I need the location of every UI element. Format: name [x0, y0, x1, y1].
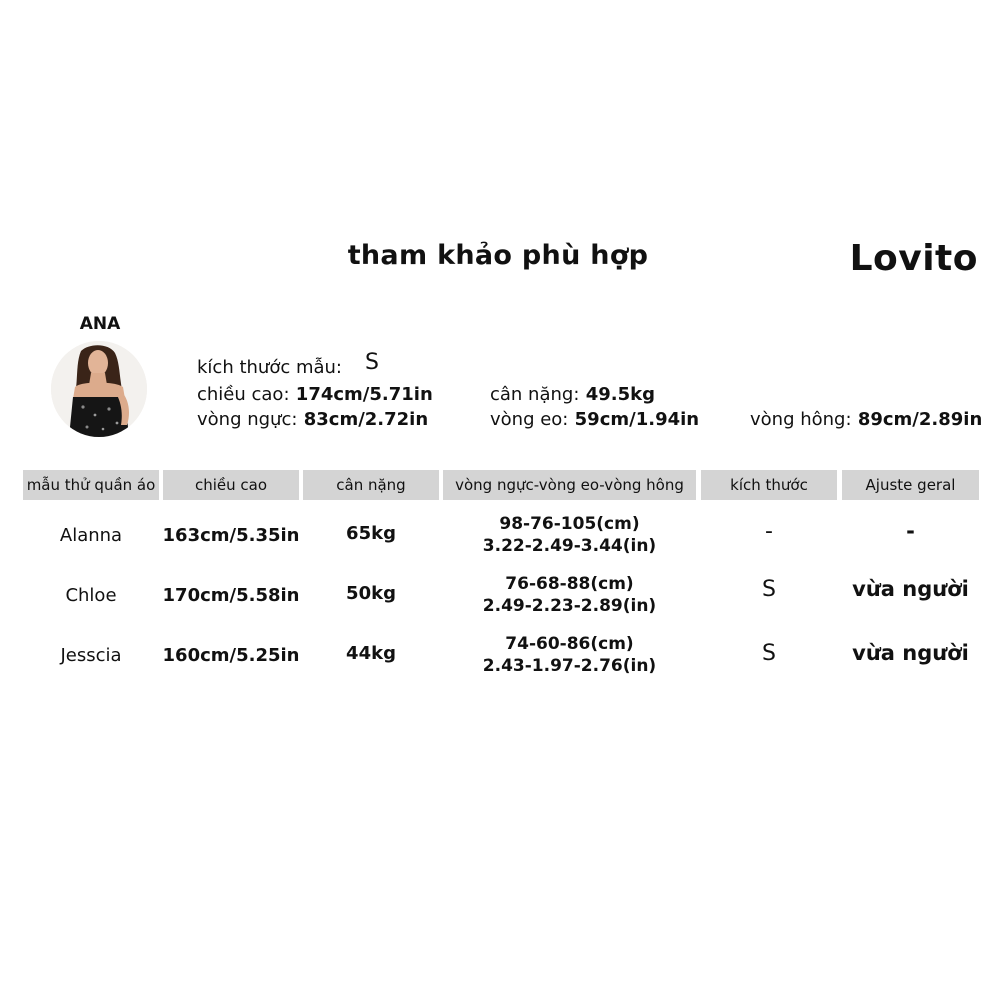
row-1-fit: -	[906, 519, 915, 543]
row-2-measurements	[443, 572, 696, 618]
row-3-measurements	[443, 632, 696, 678]
model-height	[197, 384, 433, 405]
model-waist-label: vòng eo:	[490, 409, 569, 430]
row-3-name: Jesscia	[60, 644, 122, 666]
model-avatar	[51, 341, 147, 437]
model-size-label-text: kích thước mẫu:	[197, 357, 342, 378]
model-height-label: chiều cao:	[197, 384, 290, 405]
model-size-value: S	[365, 350, 379, 375]
model-name: ANA	[79, 314, 121, 334]
model-hip-label: vòng hông:	[750, 409, 852, 430]
header-overall-fit: Ajuste geral	[842, 470, 979, 500]
model-hip-value: 89cm/2.89in	[857, 409, 983, 430]
row-1-measurements	[443, 512, 696, 558]
row-2-height: 170cm/5.58in	[162, 584, 300, 606]
row-3-size: S	[762, 640, 776, 666]
model-weight-label: cân nặng:	[490, 384, 580, 405]
model-waist-value: 59cm/1.94in	[574, 409, 700, 430]
row-3-measure-cm: 74-60-86(cm)	[505, 634, 634, 654]
model-bust-label: vòng ngực:	[197, 409, 298, 430]
model-weight	[490, 384, 655, 405]
row-3-measure-in: 2.43-1.97-2.76(in)	[482, 656, 657, 676]
header-measurements: vòng ngực-vòng eo-vòng hông	[443, 470, 696, 500]
model-waist	[490, 409, 699, 430]
row-2-size: S	[762, 576, 776, 602]
page-title: tham khảo phù hợp	[347, 240, 649, 271]
model-size-label	[197, 357, 342, 378]
row-2-measure-in: 2.49-2.23-2.89(in)	[482, 596, 657, 616]
row-1-measure-in: 3.22-2.49-3.44(in)	[482, 536, 657, 556]
row-2-weight: 50kg	[346, 582, 396, 604]
header-weight: cân nặng	[303, 470, 439, 500]
model-height-value: 174cm/5.71in	[295, 384, 433, 405]
row-3-height: 160cm/5.25in	[162, 644, 300, 666]
model-bust	[197, 409, 428, 430]
header-height: chiều cao	[163, 470, 299, 500]
model-weight-value: 49.5kg	[585, 384, 655, 405]
row-3-fit: vừa người	[852, 641, 969, 665]
row-2-fit: vừa người	[852, 577, 969, 601]
row-3-weight: 44kg	[346, 642, 396, 664]
model-bust-value: 83cm/2.72in	[303, 409, 429, 430]
header-size: kích thước	[701, 470, 837, 500]
brand-logo: Lovito	[849, 238, 978, 279]
model-hip	[750, 409, 982, 430]
row-1-weight: 65kg	[346, 522, 396, 544]
row-1-size: -	[765, 518, 773, 544]
row-1-name: Alanna	[59, 524, 123, 546]
row-2-name: Chloe	[65, 584, 117, 606]
header-tester: mẫu thử quần áo	[23, 470, 159, 500]
row-1-height: 163cm/5.35in	[162, 524, 300, 546]
row-2-measure-cm: 76-68-88(cm)	[505, 574, 634, 594]
row-1-measure-cm: 98-76-105(cm)	[499, 514, 640, 534]
